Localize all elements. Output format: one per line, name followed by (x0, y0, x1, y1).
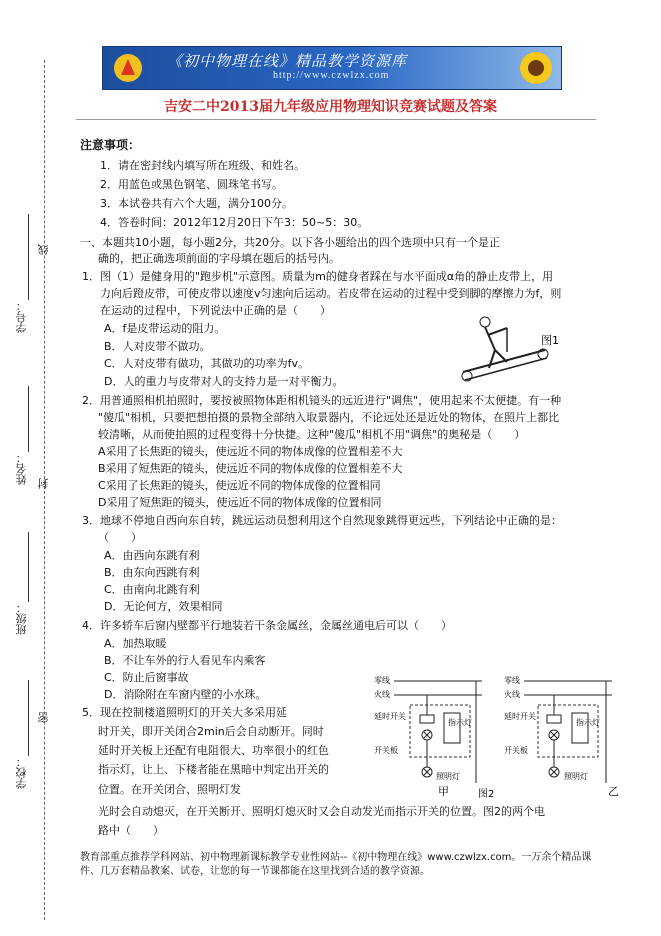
q2-option-b: B采用了短焦距的镜头，使远近不同的物体成像的位置相差不大 (98, 462, 403, 475)
q1-option-d: D．人的重力与皮带对人的支持力是一对平衡力。 (104, 375, 344, 388)
site-logo-icon (113, 53, 143, 83)
seal-line (44, 60, 45, 920)
title-divider (76, 119, 596, 120)
delay-switch-label-b: 延时开关 (504, 712, 536, 721)
q2-stem: "傻瓜"相机，只要把想拍摄的景物全部纳入取景器内，不论远处还是近处的物体，在照片上都比 (98, 411, 560, 424)
q3-stem: 3．地球不停地自西向东自转，跳远运动员想利用这个自然现象跳得更远些，下列结论中正确的是： (82, 514, 562, 527)
q3-option-a: A．由西向东跳有利 (104, 549, 200, 562)
lamp-label-b: 照明灯 (564, 772, 588, 781)
notice-item: 3．本试卷共有六个大题，满分100分。 (100, 197, 293, 210)
treadmill-figure (455, 310, 580, 390)
class-field[interactable] (28, 532, 29, 602)
q3-option-c: C．由南向北跳有利 (104, 583, 200, 596)
q5-stem: 指示灯，让上、下楼者能在黑暗中判定出开关的 (98, 763, 329, 776)
q4-option-b: B．不让车外的行人看见车内乘客 (104, 654, 266, 667)
q4-option-a: A．加热取暖 (104, 637, 167, 650)
circuit-a-label: 甲 (438, 785, 449, 798)
circuit-figure (372, 673, 622, 798)
fig2-caption: 图2 (478, 789, 495, 798)
q5-stem: 时开关，即开关闭合2min后会自动断开。同时 (98, 725, 324, 738)
student-number-label: 学号： (15, 300, 28, 333)
notice-item: 4．答卷时间：2012年12月20日下午3：50~5：30。 (100, 216, 369, 229)
q5-stem: 位置。在开关闭合、照明灯发 (98, 783, 241, 796)
margin-seal-char: 封 (37, 478, 50, 489)
q4-stem: 4．许多轿车后窗内壁都平行地装若干条金属丝，金属丝通电后可以（ ） (82, 619, 452, 632)
q2-option-c: C采用了长焦距的镜头，使远近不同的物体成像的位置相同 (98, 479, 381, 492)
indicator-label-b: 指示灯 (576, 718, 600, 727)
page-title: 吉安二中2013届九年级应用物理知识竞赛试题及答案 (164, 99, 497, 115)
page-footer: 教育部重点推荐学科网站、初中物理新课标教学专业性网站--《初中物理在线》www.czwlzx.com。一万余个精品课件、几万套精品教案、试卷，让您的每一节课都能在这里找到合适的教学资源。 (80, 852, 592, 877)
section-instruction: 一、本题共10小题，每小题2分，共20分。以下各小题给出的四个选项中只有一个是正 (80, 236, 500, 249)
q3-stem: （ ） (98, 531, 142, 544)
q2-option-a: A采用了长焦距的镜头，使远近不同的物体成像的位置相差不大 (98, 445, 403, 458)
banner-title: 《初中物理在线》精品教学资源库 (167, 52, 408, 70)
switch-panel-label: 开关板 (374, 746, 398, 755)
class-label: 班级： (15, 602, 28, 635)
margin-secret-char: 密 (37, 712, 50, 723)
school-label: 学校： (15, 756, 28, 789)
q3-option-b: B．由东向西跳有利 (104, 566, 200, 579)
q2-stem: 2．用普通照相机拍照时，要按被照物体距相机镜头的远近进行"调焦"，使用起来不太便捷。有一种 (82, 394, 562, 407)
zero-line-label: 零线 (374, 676, 390, 685)
q4-option-c: C．防止后窗事故 (104, 671, 189, 684)
q4-option-d: D．消除附在车窗内壁的小水珠。 (104, 688, 267, 701)
zero-line-label-b: 零线 (504, 676, 520, 685)
q1-option-a: A．f是皮带运动的阻力。 (104, 322, 226, 335)
student-number-field[interactable] (28, 214, 29, 300)
q3-option-d: D．无论何方，效果相同 (104, 600, 223, 613)
q2-stem: 较清晰，从而使拍照的过程变得十分快捷。这种"傻瓜"相机不用"调焦"的奥秘是（ ） (98, 428, 526, 441)
banner-url[interactable]: http://www.czwlzx.com (273, 70, 390, 81)
section-instruction: 确的，把正确选项前面的字母填在题后的括号内。 (98, 252, 340, 265)
sunflower-icon (517, 49, 555, 87)
q5-stem: 光时会自动熄灭，在开关断开、照明灯熄灭时又会自动发光而指示开关的位置。图2的两个电 (98, 805, 545, 818)
q2-option-d: D采用了短焦距的镜头，使远近不同的物体成像的位置相同 (98, 496, 382, 509)
q5-stem: 路中（ ） (98, 824, 164, 837)
q5-stem: 延时开关板上还配有电阻很大、功率很小的红色 (98, 744, 329, 757)
margin-line-char: 线 (37, 244, 50, 255)
notice-heading: 注意事项： (80, 138, 141, 152)
student-name-label: 姓名： (15, 452, 28, 485)
q1-option-c: C．人对皮带有做功，其做功的功率为fv。 (104, 357, 310, 370)
fig1-caption: 图1 (541, 334, 559, 347)
notice-item: 2．用蓝色或黑色钢笔、圆珠笔书写。 (100, 178, 283, 191)
q5-stem: 5．现在控制楼道照明灯的开关大多采用延 (82, 706, 287, 719)
circuit-b-label: 乙 (608, 785, 619, 798)
q1-stem: 力向后蹬皮带，可使皮带以速度v匀速向后运动。若皮带在运动的过程中受到脚的摩擦力为f，则 (100, 287, 562, 300)
live-line-label-b: 火线 (504, 690, 520, 699)
switch-panel-label-b: 开关板 (504, 746, 528, 755)
lamp-label-a: 照明灯 (436, 772, 460, 781)
delay-switch-label: 延时开关 (374, 712, 406, 721)
q1-option-b: B．人对皮带不做功。 (104, 340, 211, 353)
school-field[interactable] (28, 680, 29, 756)
live-line-label: 火线 (374, 690, 390, 699)
q1-stem: 1．图（1）是健身用的"跑步机"示意图。质量为m的健身者踩在与水平面成α角的静止皮带上，用 (82, 270, 554, 283)
header-banner (102, 46, 562, 90)
notice-item: 1．请在密封线内填写所在班级、和姓名。 (100, 159, 305, 172)
q1-stem: 在运动的过程中，下列说法中正确的是（ ） (100, 304, 331, 317)
indicator-label-a: 指示灯 (448, 718, 472, 727)
student-name-field[interactable] (28, 386, 29, 452)
